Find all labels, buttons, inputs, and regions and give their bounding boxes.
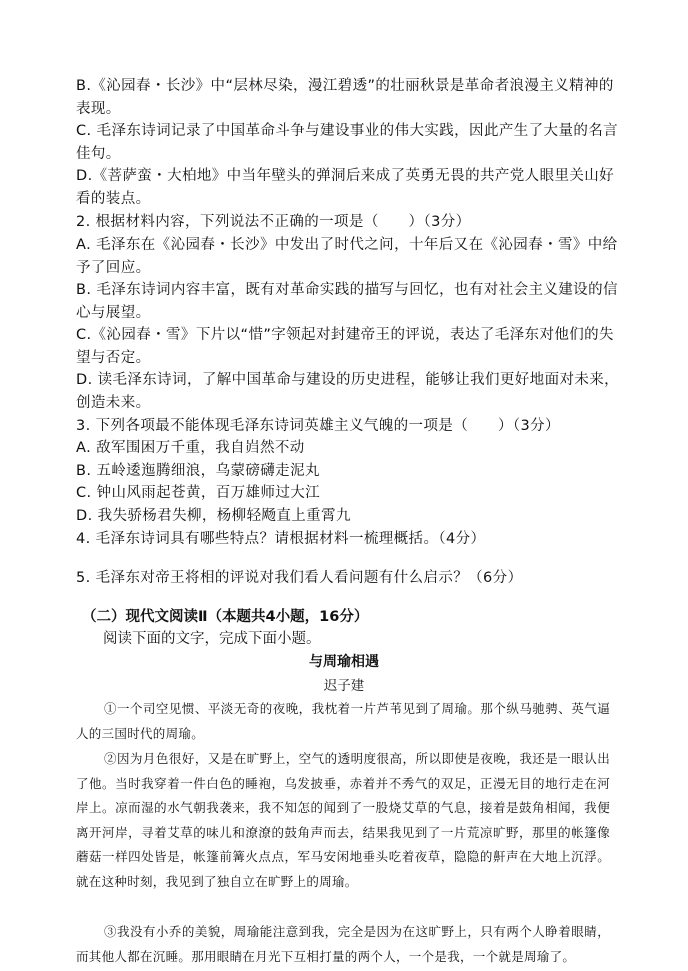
q2-option-a: A. 毛泽东在《沁园春・长沙》中发出了时代之问，十年后又在《沁园春・雪》中给予了回应。 bbox=[76, 237, 618, 276]
q1-option-b: B.《沁园春・长沙》中“层林尽染，漫江碧透”的壮丽秋景是革命者浪漫主义精神的表现。 bbox=[76, 78, 614, 117]
section-heading: （二）现代文阅读Ⅱ（本题共4小题，16分） bbox=[82, 609, 369, 625]
q4-stem: 4. 毛泽东诗词具有哪些特点？请根据材料一梳理概括。（4分） bbox=[76, 531, 486, 547]
q2-option-c: C.《沁园春・雪》下片以“惜”字领起对封建帝王的评说，表达了毛泽东对他们的失望与否定。 bbox=[76, 327, 614, 366]
q3-option-d: D. 我失骄杨君失柳，杨柳轻飏直上重霄九 bbox=[76, 508, 351, 524]
q3-option-c: C. 钟山风雨起苍黄，百万雄师过大江 bbox=[76, 485, 321, 501]
q5-stem: 5. 毛泽东对帝王将相的评说对我们看人看问题有什么启示？（6分） bbox=[76, 570, 523, 586]
q2-option-b: B. 毛泽东诗词内容丰富，既有对革命实践的描写与回忆，也有对社会主义建设的信心与展望。 bbox=[76, 282, 618, 321]
q3-stem: 3. 下列各项最不能体现毛泽东诗词英雄主义气魄的一项是（ ）（3分） bbox=[76, 418, 560, 434]
article-paragraph-2: ②因为月色很好，又是在旷野上，空气的透明度很高，所以即使是夜晚，我还是一眼认出了他。当时我穿着一件白色的睡袍，乌发披垂，赤着并不秀气的双足，正漫无目的地行走在河岸上。凉而湿的水气朝我袭来，我不知怎的闻到了一股烧艾草的气息，接着是鼓角相闻，我便离开河岸，寻着艾草的味儿和潦潦的鼓角声而去，结果我见到了一片荒凉旷野，那里的帐篷像蘑菇一样四处皆是，帐篷前篝火点点，军马安闲地垂头吃着夜草，隐隐的鼾声在大地上沉浮。就在这种时刻，我见到了独自立在旷野上的周瑜。 bbox=[76, 751, 610, 889]
article-paragraph-3: ③我没有小乔的美貌，周瑜能注意到我，完全是因为在这旷野上，只有两个人睁着眼睛，而其他人都在沉睡。那用眼睛在月光下互相打量的两个人，一个是我，一个就是周瑜了。 bbox=[76, 924, 610, 964]
q1-option-c: C. 毛泽东诗词记录了中国革命斗争与建设事业的伟大实践，因此产生了大量的名言佳句。 bbox=[76, 123, 619, 162]
q2-option-d: D. 读毛泽东诗词，了解中国革命与建设的历史进程，能够让我们更好地面对未来，创造未来。 bbox=[76, 372, 620, 411]
q3-option-b: B. 五岭逶迤腾细浪，乌蒙磅礴走泥丸 bbox=[76, 463, 320, 479]
article-title: 与周瑜相遇 bbox=[309, 654, 379, 670]
q2-stem: 2. 根据材料内容，下列说法不正确的一项是（ ）（3分） bbox=[76, 214, 471, 230]
article-paragraph-1: ①一个司空见惯、平淡无奇的夜晚，我枕着一片芦苇见到了周瑜。那个纵马驰骋、英气逼人的三国时代的周瑜。 bbox=[76, 701, 610, 741]
q3-option-a: A. 敌军围困万千重，我自岿然不动 bbox=[76, 440, 305, 456]
q1-option-d: D.《菩萨蛮・大柏地》中当年壁头的弹洞后来成了英勇无畏的共产党人眼里关山好看的装点。 bbox=[76, 168, 615, 207]
section-instruction: 阅读下面的文字，完成下面小题。 bbox=[103, 631, 321, 647]
article-author: 迟子建 bbox=[323, 678, 365, 694]
